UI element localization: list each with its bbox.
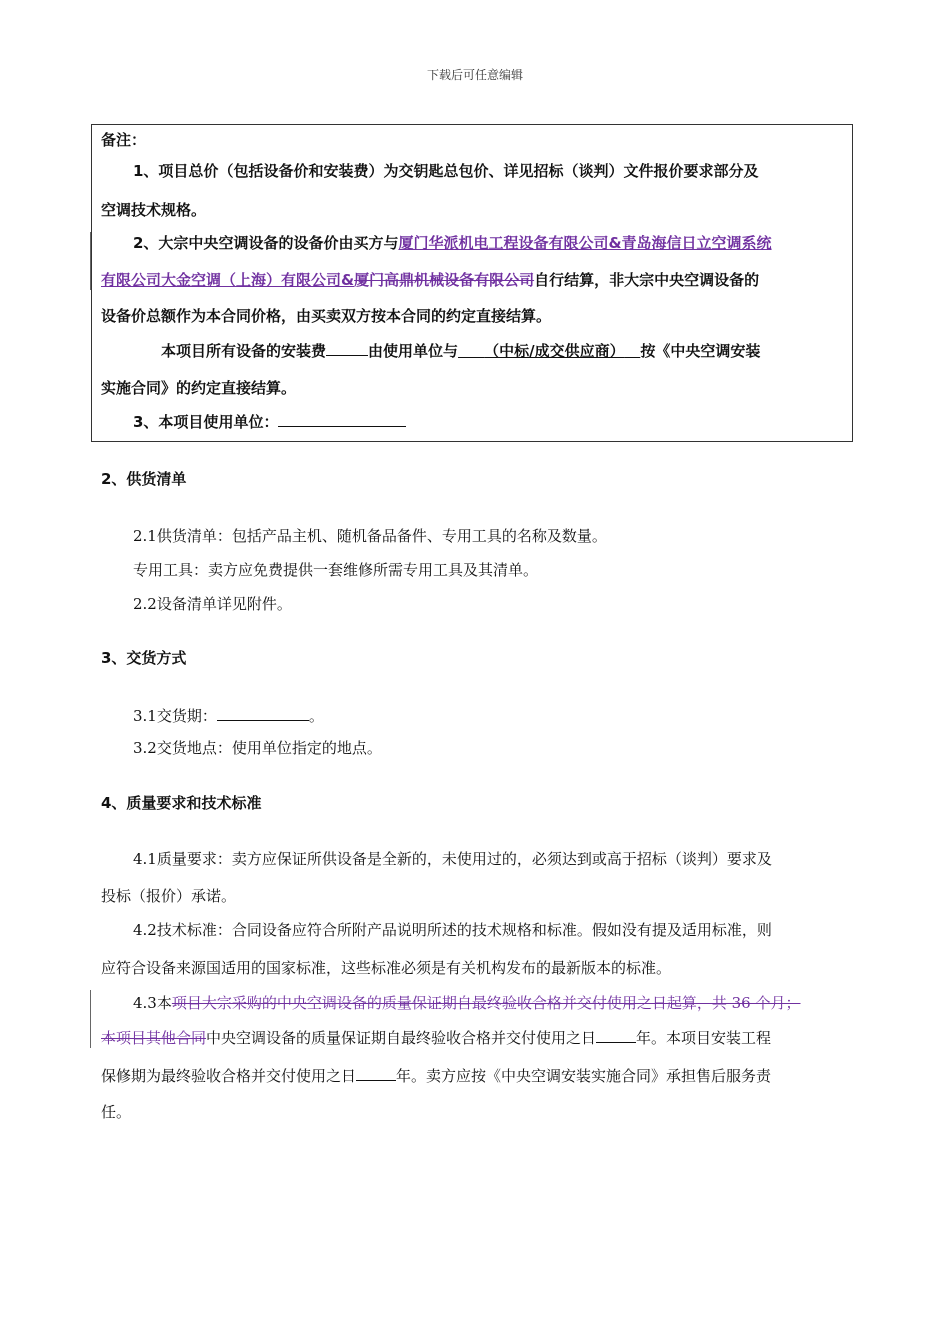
section-2-1: 2.1供货清单：包括产品主机、随机备品备件、专用工具的名称及数量。 [133,527,607,545]
section-2-title: 2、供货清单 [101,470,187,488]
install-fee-label: 本项目所有设备的安装费 [161,342,327,360]
install-warranty-text: 保修期为最终验收合格并交付使用之日 [101,1067,357,1085]
user-unit-label: 由使用单位与 [368,342,459,360]
section-3-1 [133,706,324,726]
delivery-period-end: 。 [308,707,324,725]
note-1-line-1: 1、项目总价（包括设备价和安装费）为交钥匙总包价、详见招标（谈判）文件报价要求部分及 [133,162,759,180]
page-header: 下载后可任意编辑 [426,68,523,82]
deleted-warranty-text-2: 本项目其他合同 [101,1029,207,1047]
section-4-3-prefix: 4.3本 [133,994,172,1012]
supplier-placeholder[interactable] [458,342,640,360]
deleted-warranty-text: 项目大宗采购的中央空调设备的质量保证期自最终验收合格并交付使用之日起算，共 36 个月； [171,994,801,1012]
inserted-supplier-text: 厦门华派机电工程设备有限公司&青岛海信日立空调系统 [398,234,772,252]
revision-bar [90,232,91,290]
section-4-1-line-2: 投标（报价）承诺。 [101,887,237,905]
contract-ref: 按《中央空调安装 [640,342,761,360]
section-4-2-line-2: 应符合设备来源国适用的国家标准，这些标准必须是有关机构发布的最新版本的标准。 [101,959,672,977]
note-2-line-3: 设备价总额作为本合同价格，由买卖双方按本合同的约定直接结算。 [101,307,552,325]
section-4-3-line-2 [101,1028,771,1048]
note-2-prefix: 2、大宗中央空调设备的设备价由买方与 [133,234,399,252]
user-unit-field-label: 3、本项目使用单位： [133,413,279,431]
install-fee-blank[interactable] [326,341,368,356]
warranty-years-blank[interactable] [596,1028,636,1043]
revision-bar-2 [90,990,91,1048]
warranty-text-2: 年。本项目安装工程 [636,1029,772,1047]
note-3-line-1 [161,341,760,361]
notes-title: 备注： [101,131,147,149]
section-2-tools: 专用工具：卖方应免费提供一套维修所需专用工具及其清单。 [133,561,539,579]
note-2-suffix: 自行结算，非大宗中央空调设备的 [534,271,760,289]
inserted-supplier-text-2: 有限公司大金空调（上海）有限公司& [101,271,355,289]
install-warranty-text-2: 年。卖方应按《中央空调安装实施合同》承担售后服务责 [396,1067,772,1085]
section-4-1-line-1: 4.1质量要求：卖方应保证所供设备是全新的，未使用过的，必须达到或高于招标（谈判）要求及 [133,850,772,868]
supplier-placeholder-text: （中标/成交供应商） [484,342,625,360]
delivery-period-label: 3.1交货期： [133,707,217,725]
note-2-line-2 [101,270,759,290]
section-4-2-line-1: 4.2技术标准：合同设备应符合所附产品说明所述的技术规格和标准。假如没有提及适用标准，则 [133,921,772,939]
user-unit-blank[interactable] [278,412,406,427]
note-4-line [133,412,406,432]
section-2-2: 2.2设备清单详见附件。 [133,595,292,613]
section-3-title: 3、交货方式 [101,649,187,667]
section-3-2: 3.2交货地点：使用单位指定的地点。 [133,739,382,757]
note-1-line-2: 空调技术规格。 [101,201,207,219]
section-4-3-line-1 [133,993,801,1013]
note-2-line-1 [133,233,772,253]
note-3-line-2: 实施合同》的约定直接结算。 [101,379,297,397]
install-warranty-blank[interactable] [356,1066,396,1081]
section-4-title: 4、质量要求和技术标准 [101,794,262,812]
section-4-3-line-4: 任。 [101,1103,132,1121]
delivery-period-blank[interactable] [217,706,309,721]
deleted-supplier-text: 厦门高鼎机械设备有限公司 [354,271,535,289]
warranty-text: 中央空调设备的质量保证期自最终验收合格并交付使用之日 [206,1029,597,1047]
section-4-3-line-3 [101,1066,771,1086]
